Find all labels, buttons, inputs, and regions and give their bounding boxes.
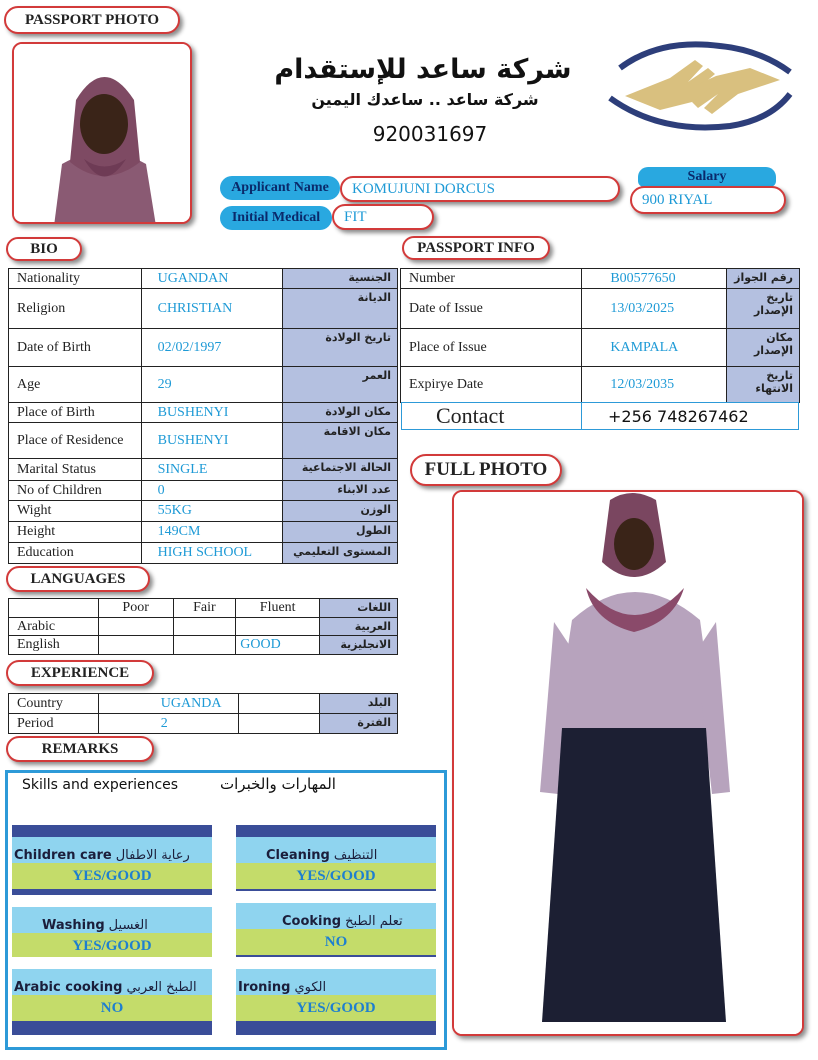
table-row (9, 269, 398, 289)
bio-label: Place of Birth (9, 403, 142, 423)
table-row (9, 403, 398, 423)
skill-value: YES/GOOD (12, 863, 212, 889)
table-row (9, 694, 398, 714)
language-fair (173, 618, 236, 636)
company-tagline-ar: شركة ساعد .. ساعدك اليمين (311, 90, 539, 109)
bio-value: 02/02/1997 (141, 329, 283, 367)
skills-title-en: Skills and experiences (22, 777, 179, 793)
applicant-name-label: Applicant Name (220, 176, 340, 200)
passport-label-ar: رقم الجواز (727, 269, 800, 289)
language-label-ar: الانجليزية (320, 636, 398, 655)
table-row (9, 423, 398, 459)
passport-label: Number (401, 269, 582, 289)
language-fluent (236, 618, 320, 636)
passport-table (400, 268, 800, 403)
salary-value: 900 RIYAL (630, 186, 786, 214)
language-fluent: GOOD (236, 636, 320, 655)
bio-value: BUSHENYI (141, 403, 283, 423)
skill-label: Arabic cooking الطبخ العربي (12, 969, 212, 995)
skill-value: NO (236, 929, 436, 955)
experience-header: EXPERIENCE (6, 660, 154, 686)
bio-label-ar: الوزن (283, 501, 398, 522)
language-label: Arabic (9, 618, 99, 636)
table-row (401, 367, 800, 403)
passport-label-ar: تاريخ الانتهاء (727, 367, 800, 403)
language-poor (98, 618, 173, 636)
experience-label: Country (9, 694, 99, 714)
passport-label-ar: مكان الإصدار (727, 329, 800, 367)
table-row (9, 636, 398, 655)
bio-value: UGANDAN (141, 269, 283, 289)
initial-medical-value: FIT (332, 204, 434, 230)
table-row (9, 599, 398, 618)
skill-label: Washing الغسيل (12, 907, 212, 933)
languages-header-ar: اللغات (320, 599, 398, 618)
bio-label: Age (9, 367, 142, 403)
table-row (9, 329, 398, 367)
experience-label-ar: الفترة (320, 714, 398, 734)
experience-value: UGANDA (98, 694, 238, 714)
skill-ironing (236, 957, 436, 1035)
bio-value: 55KG (141, 501, 283, 522)
company-phone: 920031697 (372, 122, 488, 146)
bio-label: Date of Birth (9, 329, 142, 367)
languages-header-cell: Fair (173, 599, 236, 618)
passport-label: Place of Issue (401, 329, 582, 367)
bio-label-ar: الجنسية (283, 269, 398, 289)
bio-label: Height (9, 522, 142, 543)
salary-label: Salary (638, 167, 776, 187)
contact-label: Contact (402, 403, 582, 429)
bio-label-ar: عدد الابناء (283, 481, 398, 501)
experience-label-ar: البلد (320, 694, 398, 714)
language-label-ar: العربية (320, 618, 398, 636)
experience-value: 2 (98, 714, 238, 734)
experience-label: Period (9, 714, 99, 734)
bio-value: 149CM (141, 522, 283, 543)
skill-value: YES/GOOD (12, 933, 212, 959)
bio-value: BUSHENYI (141, 423, 283, 459)
language-fair (173, 636, 236, 655)
skill-value: YES/GOOD (236, 863, 436, 889)
bio-label: Education (9, 543, 142, 564)
bio-label-ar: الديانة (283, 289, 398, 329)
bio-value: SINGLE (141, 459, 283, 481)
bio-value: 0 (141, 481, 283, 501)
languages-header-cell: Fluent (236, 599, 320, 618)
skill-label: Ironing الكوي (236, 969, 436, 995)
passport-info-header: PASSPORT INFO (402, 236, 550, 260)
passport-photo (12, 42, 192, 224)
bio-label: Religion (9, 289, 142, 329)
table-row (401, 329, 800, 367)
bio-label-ar: مكان الاقامة (283, 423, 398, 459)
languages-table (8, 598, 398, 655)
skills-panel (5, 770, 447, 1050)
bio-label: No of Children (9, 481, 142, 501)
language-label: English (9, 636, 99, 655)
bio-label-ar: مكان الولادة (283, 403, 398, 423)
bio-label: Wight (9, 501, 142, 522)
bio-label: Place of Residence (9, 423, 142, 459)
bio-header: BIO (6, 237, 82, 261)
skills-title-ar: المهارات والخبرات (220, 775, 336, 793)
passport-label-ar: تاريخ الإصدار (727, 289, 800, 329)
skill-value: YES/GOOD (236, 995, 436, 1021)
passport-value: B00577650 (582, 269, 727, 289)
table-row (9, 618, 398, 636)
table-row (9, 522, 398, 543)
passport-value: 12/03/2035 (582, 367, 727, 403)
company-name-ar: شركة ساعد للإستقدام (274, 54, 572, 85)
table-row (9, 501, 398, 522)
bio-table (8, 268, 398, 564)
passport-label: Expirye Date (401, 367, 582, 403)
company-logo (600, 38, 800, 136)
skill-children-care (12, 825, 212, 903)
remarks-header: REMARKS (6, 736, 154, 762)
passport-label: Date of Issue (401, 289, 582, 329)
skill-label: Cleaning التنظيف (236, 837, 436, 863)
bio-value: CHRISTIAN (141, 289, 283, 329)
bio-label-ar: المستوى التعليمي (283, 543, 398, 564)
experience-table (8, 693, 398, 734)
table-row (9, 714, 398, 734)
applicant-name-value: KOMUJUNI DORCUS (340, 176, 620, 202)
skill-arabic-cooking (12, 957, 212, 1035)
contact-row (401, 402, 799, 430)
table-row (401, 289, 800, 329)
hands-logo-icon (600, 38, 800, 136)
table-row (9, 289, 398, 329)
skill-value: NO (12, 995, 212, 1021)
bio-label-ar: العمر (283, 367, 398, 403)
full-photo (452, 490, 804, 1036)
bio-value: HIGH SCHOOL (141, 543, 283, 564)
experience-empty (238, 714, 320, 734)
table-row (401, 269, 800, 289)
passport-photo-image (14, 44, 192, 224)
languages-header-cell: Poor (98, 599, 173, 618)
experience-empty (238, 694, 320, 714)
passport-value: 13/03/2025 (582, 289, 727, 329)
bio-label: Nationality (9, 269, 142, 289)
initial-medical-label: Initial Medical (220, 206, 332, 230)
skill-label: Children care رعاية الاطفال (12, 837, 212, 863)
full-photo-header: FULL PHOTO (410, 454, 562, 486)
languages-header: LANGUAGES (6, 566, 150, 592)
full-photo-image (454, 492, 804, 1036)
table-row (9, 367, 398, 403)
bio-value: 29 (141, 367, 283, 403)
passport-photo-header: PASSPORT PHOTO (4, 6, 180, 34)
table-row (9, 543, 398, 564)
passport-value: KAMPALA (582, 329, 727, 367)
bio-label-ar: تاريخ الولادة (283, 329, 398, 367)
bio-label-ar: الحالة الاجتماعية (283, 459, 398, 481)
contact-value: +256 748267462 (608, 407, 749, 426)
bio-label: Marital Status (9, 459, 142, 481)
skill-label: Cooking تعلم الطبخ (236, 903, 436, 929)
languages-header-cell (9, 599, 99, 618)
language-poor (98, 636, 173, 655)
table-row (9, 459, 398, 481)
table-row (9, 481, 398, 501)
bio-label-ar: الطول (283, 522, 398, 543)
